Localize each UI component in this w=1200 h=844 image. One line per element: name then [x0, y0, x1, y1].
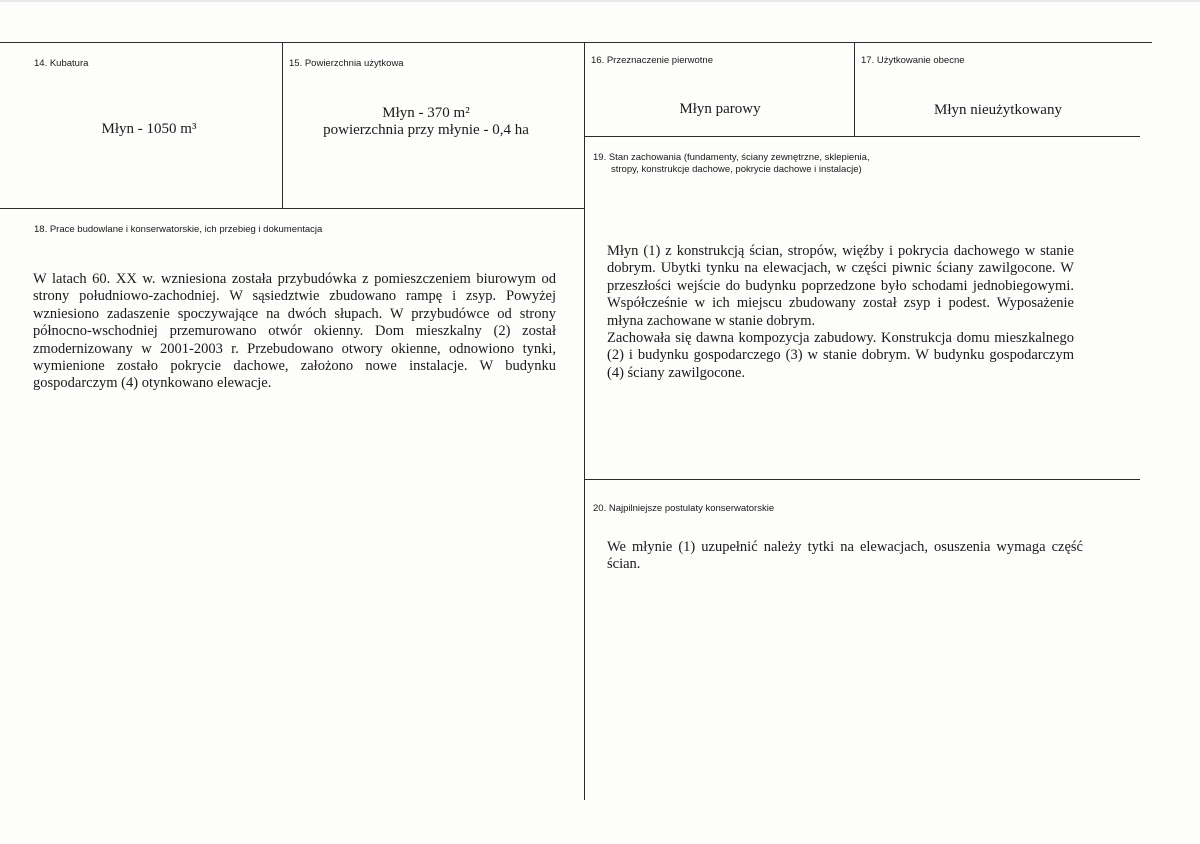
scan-artifact [0, 0, 1200, 2]
rule-below-14-15 [0, 208, 585, 209]
field-19-label-line1: 19. Stan zachowania (fundamenty, ściany zewnętrzne, sklepienia, [593, 152, 870, 163]
field-14-label: 14. Kubatura [34, 58, 89, 69]
field-20-text: We młynie (1) uzupełnić należy tytki na elewacjach, osuszenia wymaga część ścian. [607, 539, 1083, 573]
divider-16-17 [854, 42, 855, 136]
field-14-value: Młyn - 1050 m³ [101, 121, 197, 137]
table-top-rule [0, 42, 1152, 43]
rule-above-20 [585, 479, 1140, 480]
field-16-value: Młyn parowy [679, 101, 761, 117]
field-18-label: 18. Prace budowlane i konserwatorskie, ich przebieg i dokumentacja [34, 224, 323, 235]
field-19-text [607, 243, 1074, 382]
field-19-paragraph-2: Zachowała się dawna kompozycja zabudowy. Konstrukcja domu mieszkalnego (2) i budynku gospodarczego (3) w stanie dobrym. W budynku gospodarczym (4) ściany zawilgocone. [607, 330, 1074, 381]
field-15-value-line1: Młyn - 370 m² [382, 105, 470, 121]
field-20-label: 20. Najpilniejsze postulaty konserwatorskie [593, 503, 775, 514]
field-19-label-line2: stropy, konstrukcje dachowe, pokrycie dachowe i instalacje) [611, 164, 862, 175]
field-17-value: Młyn nieużytkowany [934, 102, 1062, 118]
field-18-text: W latach 60. XX w. wzniesiona została przybudówka z pomieszczeniem biurowym od strony południowo-zachodniej. W sąsiedztwie zbudowano rampę i zsyp. Powyżej wzniesiono zadaszenie spoczywające na dwóch słupach. W przybudówce od strony północno-wschodniej przemurowano otwór okienny. Dom mieszkalny (2) został zmodernizowany w 2001-2003 r. Przebudowano otwory okienne, odnowiono tynki, wymienione zostało pokrycie dachowe, założono nowe instalacje. W budynku gospodarczym (4) otynkowano elewacje. [33, 271, 556, 392]
field-15-value-line2: powierzchnia przy młynie - 0,4 ha [323, 122, 529, 138]
rule-below-16-17 [585, 136, 1140, 137]
field-17-label: 17. Użytkowanie obecne [861, 55, 965, 66]
field-19-paragraph-1: Młyn (1) z konstrukcją ścian, stropów, więźby i pokrycia dachowego w stanie dobrym. Ubytki tynku na elewacjach, w części piwnic ściany zawilgocone. W przeszłości wejście do budynku poprzedzone było schodami jednobiegowymi. Współcześnie w ich miejscu zbudowany został zsyp i podest. Wyposażenie młyna zachowane w stanie dobrym. [607, 243, 1074, 329]
main-column-divider [584, 42, 585, 800]
field-16-label: 16. Przeznaczenie pierwotne [591, 55, 713, 66]
field-15-label: 15. Powierzchnia użytkowa [289, 58, 404, 69]
